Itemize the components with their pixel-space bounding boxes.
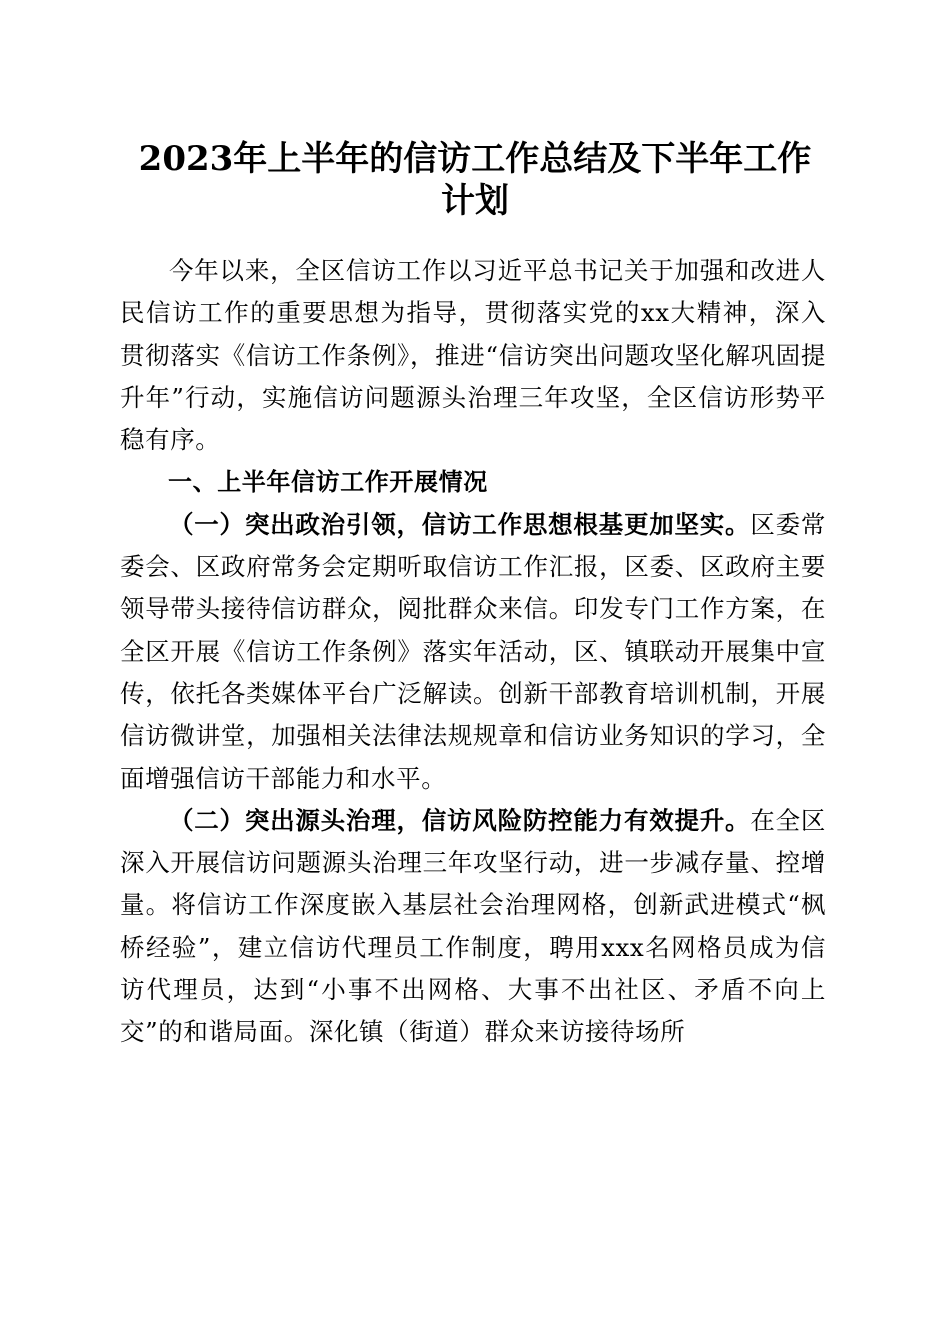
subsection-1-lead: （一）突出政治引领，信访工作思想根基更加坚实。 (169, 509, 751, 539)
subsection-2-body: 在全区深入开展信访问题源头治理三年攻坚行动，进一步减存量、控增量。将信访工作深度嵌入基层社会治理网格，创新武进模式“枫桥经验”，建立信访代理员工作制度，聘用xxx名网格员成为信访代理员，达到“小事不出网格、大事不出社区、矛盾不向上交”的和谐局面。深化镇（街道）群众来访接待场所 (120, 805, 826, 1047)
document-title (120, 138, 830, 222)
title-line-2: 计划 (441, 181, 509, 221)
intro-paragraph: 今年以来，全区信访工作以习近平总书记关于加强和改进人民信访工作的重要思想为指导，贯彻落实党的xx大精神，深入贯彻落实《信访工作条例》，推进“信访突出问题攻坚化解巩固提升年”行动，实施信访问题源头治理三年攻坚，全区信访形势平稳有序。 (120, 256, 826, 455)
title-line-1: 2023年上半年的信访工作总结及下半年工作 (138, 139, 812, 179)
subsection-2-paragraph (120, 800, 826, 1054)
subsection-1-paragraph (120, 504, 826, 800)
document-body (120, 250, 826, 1054)
section-heading-1: 一、上半年信访工作开展情况 (168, 468, 488, 497)
subsection-1-body: 区委常委会、区政府常务会定期听取信访工作汇报，区委、区政府主要领导带头接待信访群众，阅批群众来信。印发专门工作方案，在全区开展《信访工作条例》落实年活动，区、镇联动开展集中宣传，依托各类媒体平台广泛解读。创新干部教育培训机制，开展信访微讲堂，加强相关法律法规规章和信访业务知识的学习，全面增强信访干部能力和水平。 (120, 509, 826, 793)
subsection-2-lead: （二）突出源头治理，信访风险防控能力有效提升。 (169, 805, 751, 835)
